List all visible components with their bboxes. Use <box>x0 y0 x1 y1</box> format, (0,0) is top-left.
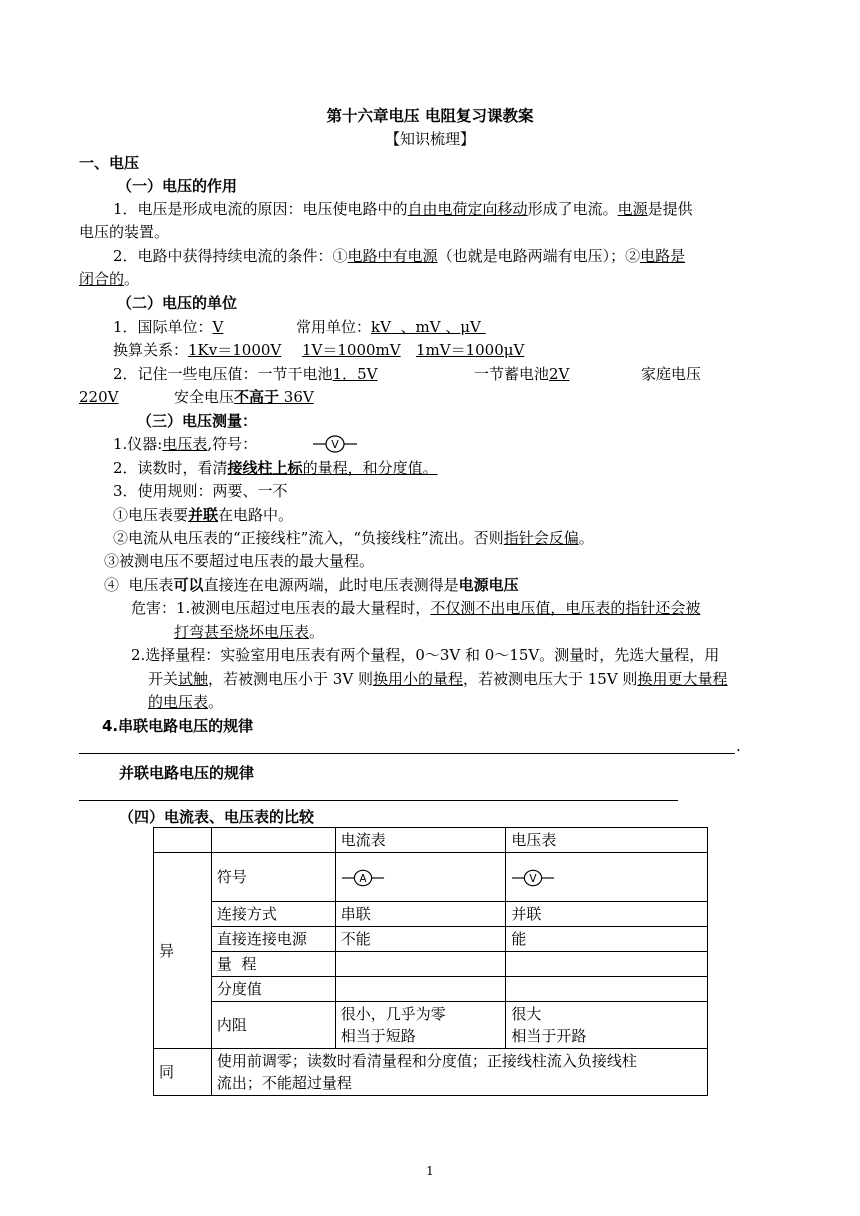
range-line-1: 2.选择量程：实验室用电压表有两个量程，0～3V 和 0～15V。测量时，先选大量程，用 <box>131 646 720 664</box>
underlined-text: 36V <box>279 388 314 406</box>
voltmeter-resistance <box>506 1002 708 1049</box>
subsection-unit: （二）电压的单位 <box>117 294 238 312</box>
same-line-1: 使用前调零；读数时看清量程和分度值；正接线柱流入负接线柱 <box>216 1052 637 1070</box>
ammeter-direct-source: 不能 <box>335 927 506 952</box>
table-row <box>154 1049 708 1096</box>
subsection-measure: （三）电压测量： <box>137 412 258 430</box>
para-2-line-1 <box>113 245 685 267</box>
text: ，若被测电压小于 3V 则 <box>208 670 373 688</box>
unit-conversion <box>113 339 281 361</box>
text: 开关 <box>148 670 179 688</box>
underlined-text: kV 、mV 、μV <box>371 318 486 336</box>
voltmeter-resistance-line-2: 相当于开路 <box>511 1027 587 1045</box>
rule-1 <box>113 504 293 526</box>
text: ④ 电压表 <box>104 576 174 594</box>
voltage-values-5 <box>174 386 314 408</box>
answer-blank-parallel <box>79 800 678 801</box>
underlined-text: 试触 <box>178 670 209 688</box>
table-row <box>154 1002 708 1049</box>
voltage-values-2 <box>474 363 569 385</box>
voltmeter-connection: 并联 <box>506 902 708 927</box>
table-row <box>154 977 708 1002</box>
voltmeter-letter: V <box>529 872 537 885</box>
rule-4 <box>104 574 519 596</box>
voltmeter-resistance-line-1: 很大 <box>511 1005 542 1023</box>
row-label-connection: 连接方式 <box>211 902 335 927</box>
range-line-3 <box>148 691 223 713</box>
header-ammeter: 电流表 <box>335 828 506 853</box>
underlined-text: 电压表 <box>162 435 208 453</box>
diff-label: 异 <box>154 853 212 1049</box>
text: 。 <box>578 529 594 547</box>
underlined-bold-text: 接线柱上标 <box>227 459 303 477</box>
underlined-text: 2V <box>549 365 570 383</box>
row-label-direct-source: 直接连接电源 <box>211 927 335 952</box>
unit-conversion-2: 1V＝1000mV <box>302 341 401 359</box>
measure-line-2 <box>113 457 438 479</box>
ammeter-resistance-line-1: 很小，几乎为零 <box>340 1005 446 1023</box>
text: 在电路中。 <box>218 506 294 524</box>
underlined-text: 闭合的 <box>79 270 125 288</box>
para-1-line-1 <box>113 198 693 220</box>
rule-3: ③被测电压不要超过电压表的最大量程。 <box>104 552 375 570</box>
answer-blank-series <box>79 753 735 754</box>
table-row <box>154 828 708 853</box>
underlined-text: 打弯甚至烧坏电压表 <box>174 623 310 641</box>
heading-parallel-voltage: 并联电路电压的规律 <box>119 764 255 782</box>
voltmeter-symbol-icon <box>511 868 555 888</box>
text: 危害：1.被测电压超过电压表的最大量程时， <box>131 599 431 617</box>
voltmeter-range <box>506 952 708 977</box>
header-voltmeter: 电压表 <box>506 828 708 853</box>
heading-series-voltage: 4.串联电路电压的规律 <box>102 717 254 735</box>
row-label-symbol: 符号 <box>211 853 335 902</box>
rule-2 <box>113 527 594 549</box>
voltmeter-division <box>506 977 708 1002</box>
text: 。 <box>309 623 325 641</box>
text: 2．读数时，看清 <box>113 459 228 477</box>
underlined-text: 电源 <box>617 200 648 218</box>
unit-line-1 <box>113 316 223 338</box>
underlined-text: 的电压表 <box>148 693 209 711</box>
ammeter-letter: A <box>359 872 367 885</box>
ammeter-division <box>335 977 506 1002</box>
underlined-text: V <box>212 318 224 336</box>
underlined-text: 1．5V <box>332 365 378 383</box>
same-label: 同 <box>154 1049 212 1096</box>
text: 换算关系： <box>113 341 189 359</box>
underlined-text: 1Kv＝1000V <box>188 341 282 359</box>
underlined-text: 自由电荷定向移动 <box>407 200 528 218</box>
text: 1.仪器: <box>113 435 163 453</box>
bold-text: 可以 <box>173 576 204 594</box>
underlined-text: 电路是 <box>640 247 686 265</box>
table-row <box>154 952 708 977</box>
unit-conversion-3: 1mV＝1000μV <box>416 341 525 359</box>
underlined-text: 指针会反偏 <box>503 529 579 547</box>
ammeter-resistance-line-2: 相当于短路 <box>340 1027 416 1045</box>
text: 2．电路中获得持续电流的条件：① <box>113 247 348 265</box>
ammeter-resistance <box>335 1002 506 1049</box>
document-subtitle: 【知识梳理】 <box>384 130 475 148</box>
text: ，若被测电压大于 15V 则 <box>462 670 638 688</box>
row-label-division: 分度值 <box>211 977 335 1002</box>
table-cell <box>211 828 335 853</box>
row-label-range: 量 程 <box>211 952 335 977</box>
ammeter-symbol-icon <box>341 868 385 888</box>
voltage-values-3: 家庭电压 <box>641 365 702 383</box>
ammeter-connection: 串联 <box>335 902 506 927</box>
underlined-text: 不仅测不出电压值，电压表的指针还会被 <box>430 599 701 617</box>
row-label-resistance: 内阻 <box>211 1002 335 1049</box>
underlined-bold-text: 并联 <box>188 506 219 524</box>
same-line-2: 流出；不能超过量程 <box>216 1074 352 1092</box>
text: 1．电压是形成电流的原因：电压使电路中的 <box>113 200 408 218</box>
comparison-table <box>153 827 708 1096</box>
underlined-text: 换用小的量程 <box>372 670 463 688</box>
text: 。 <box>124 270 140 288</box>
para-2-line-2 <box>79 268 139 290</box>
text: 2．记住一些电压值：一节干电池 <box>113 365 333 383</box>
table-cell <box>154 828 212 853</box>
voltage-values-4: 220V <box>79 388 119 406</box>
text: ①电压表要 <box>113 506 189 524</box>
voltmeter-letter: V <box>331 438 339 451</box>
voltage-values-1 <box>113 363 377 385</box>
underlined-text: 电路中有电源 <box>347 247 438 265</box>
ammeter-symbol-cell <box>335 853 506 902</box>
measure-line-3: 3．使用规则：两要、一不 <box>113 482 288 500</box>
text: 1．国际单位： <box>113 318 213 336</box>
text: 是提供 <box>647 200 693 218</box>
harm-line-2 <box>174 621 324 643</box>
text: ,符号： <box>207 435 258 453</box>
text: 形成了电流。 <box>527 200 618 218</box>
blank-end-period: . <box>736 737 741 755</box>
underlined-text: 换用更大量程 <box>637 670 728 688</box>
text: 直接连在电源两端，此时电压表测得是 <box>203 576 459 594</box>
text: 。 <box>208 693 224 711</box>
unit-line-1b <box>296 316 486 338</box>
text: 一节蓄电池 <box>474 365 550 383</box>
ammeter-range <box>335 952 506 977</box>
range-line-2 <box>148 668 727 690</box>
underlined-bold-text: 不高于 <box>234 388 280 406</box>
voltmeter-direct-source: 能 <box>506 927 708 952</box>
text: 安全电压 <box>174 388 235 406</box>
text: ②电流从电压表的“正接线柱”流入，“负接线柱”流出。否则 <box>113 529 504 547</box>
table-row <box>154 853 708 902</box>
voltmeter-symbol-icon <box>312 434 358 454</box>
same-description <box>211 1049 707 1096</box>
para-1-line-2: 电压的装置。 <box>79 223 170 241</box>
voltmeter-symbol-cell <box>506 853 708 902</box>
subsection-compare: （四）电流表、电压表的比较 <box>119 808 315 826</box>
table-row <box>154 927 708 952</box>
page-number: 1 <box>426 1164 434 1178</box>
underlined-text: 的量程，和分度值。 <box>302 459 438 477</box>
section-voltage: 一、电压 <box>79 154 140 172</box>
bold-text: 电源电压 <box>458 576 519 594</box>
harm-line-1 <box>131 597 700 619</box>
document-title: 第十六章电压 电阻复习课教案 <box>326 107 534 125</box>
measure-line-1 <box>113 433 257 455</box>
subsection-role: （一）电压的作用 <box>117 177 238 195</box>
table-row <box>154 902 708 927</box>
text: （也就是电路两端有电压）；② <box>437 247 641 265</box>
text: 常用单位： <box>296 318 372 336</box>
